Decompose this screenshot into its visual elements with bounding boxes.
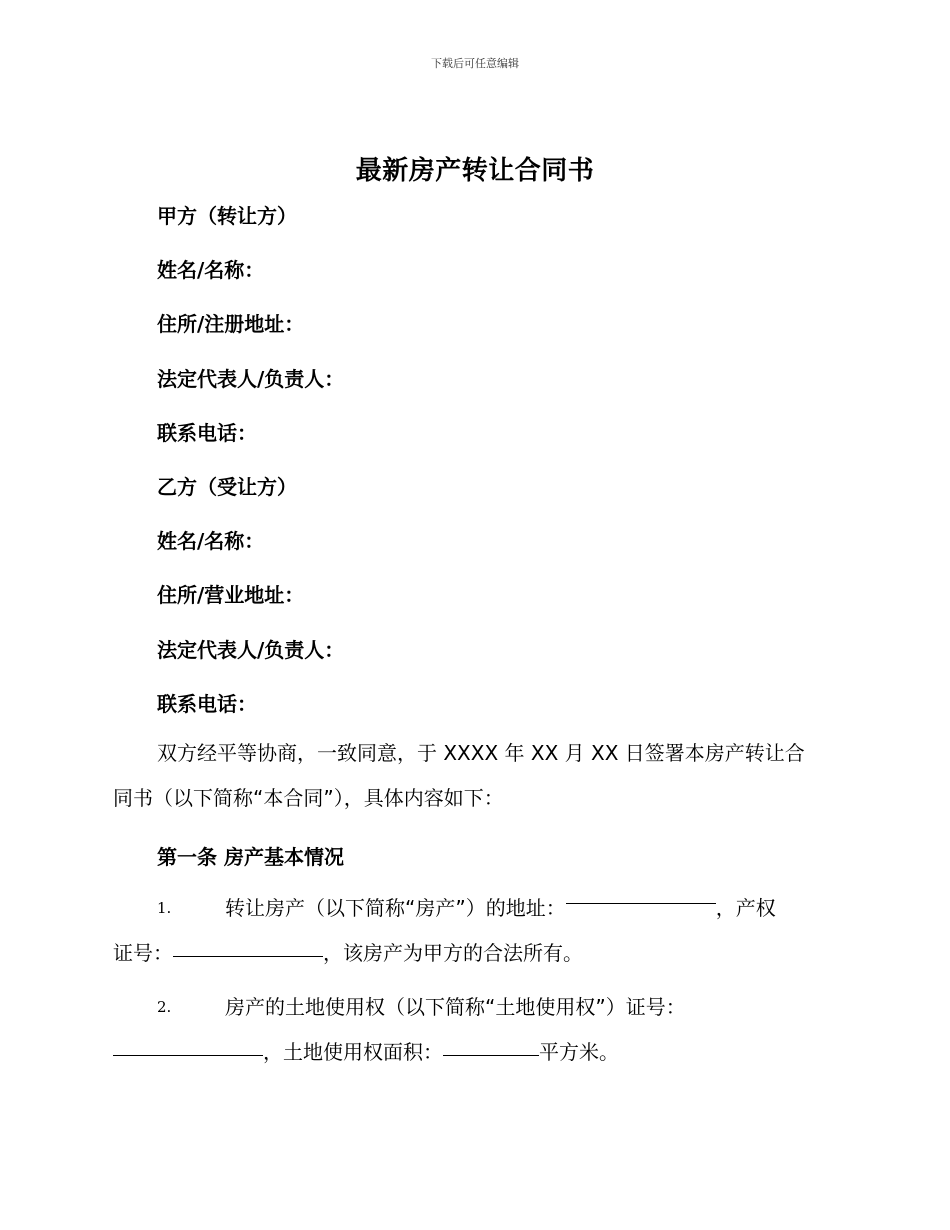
header-note: 下载后可任意编辑 (431, 57, 519, 70)
item-text: 转让房产（以下简称“房产”）的地址： (225, 896, 566, 920)
item-text: ，该房产为甲方的合法所有。 (323, 941, 583, 965)
party-a-rep-label: 法定代表人/负责人： (157, 367, 345, 391)
party-b-phone-label: 联系电话： (157, 692, 257, 716)
fill-blank[interactable] (113, 1035, 263, 1056)
fill-blank[interactable] (173, 936, 323, 957)
party-a-phone-label: 联系电话： (157, 421, 257, 445)
article-1-title: 第一条 房产基本情况 (157, 845, 344, 869)
intro-paragraph (113, 731, 838, 821)
item-number: 1. (157, 899, 172, 917)
item-text: 平方米。 (539, 1040, 619, 1064)
party-b-name-label: 姓名/名称： (157, 529, 265, 553)
intro-line-2: 同书（以下简称“本合同”），具体内容如下： (113, 786, 504, 810)
article-1-item-1 (113, 886, 838, 976)
party-a-heading: 甲方（转让方） (157, 204, 297, 228)
party-a-name-label: 姓名/名称： (157, 258, 265, 282)
item-text: 证号： (113, 941, 173, 965)
item-text: 房产的土地使用权（以下简称“土地使用权”）证号： (225, 995, 686, 1019)
party-b-address-label: 住所/营业地址： (157, 583, 305, 607)
party-b-heading: 乙方（受让方） (157, 475, 297, 499)
party-b-rep-label: 法定代表人/负责人： (157, 638, 345, 662)
fill-blank[interactable] (566, 883, 716, 904)
article-1-item-2 (113, 985, 838, 1075)
fill-blank[interactable] (443, 1035, 539, 1056)
intro-line-1: 双方经平等协商，一致同意，于 XXXX 年 XX 月 XX 日签署本房产转让合 (157, 741, 805, 765)
item-number: 2. (157, 998, 172, 1016)
item-text: ，产权 (715, 896, 776, 920)
document-title: 最新房产转让合同书 (355, 156, 595, 186)
item-text: ，土地使用权面积： (263, 1040, 443, 1064)
party-a-address-label: 住所/注册地址： (157, 312, 305, 336)
